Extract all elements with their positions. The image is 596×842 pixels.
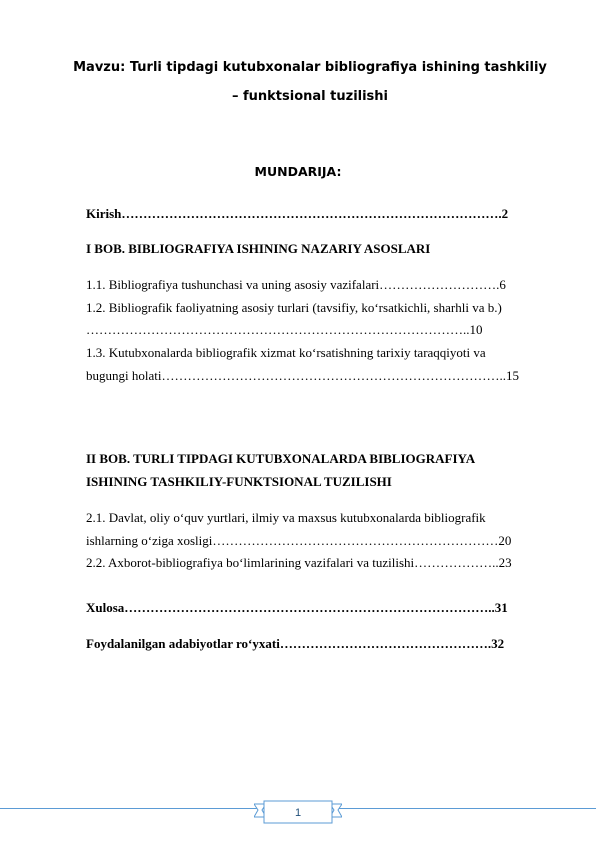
toc-entry-1-2-line-2: ……………………………………………………………………………..10 [86, 322, 483, 337]
page-number-tab [254, 800, 342, 828]
toc-entry-1-3-line-2: bugungi holati……………………………………………………………………..15 [86, 368, 519, 383]
document-title-line-1: Mavzu: Turli tipdagi kutubxonalar bibliografiya ishining tashkiliy [73, 60, 547, 75]
toc-entry-1-2-line-1: 1.2. Bibliografik faoliyatning asosiy turlari (tavsifiy, koʻrsatkichli, sharhli va b.) [86, 300, 502, 315]
toc-heading: MUNDARIJA: [254, 164, 342, 179]
toc-entry-2-2: 2.2. Axborot-bibliografiya boʻlimlarining vazifalari va tuzilishi………………..23 [86, 555, 512, 570]
toc-entry-2-1-line-1: 2.1. Davlat, oliy oʻquv yurtlari, ilmiy va maxsus kutubxonalarda bibliografik [86, 510, 486, 525]
toc-chapter-2-line-1: II BOB. TURLI TIPDAGI KUTUBXONALARDA BIBLIOGRAFIYA [86, 451, 476, 466]
toc-entry-kirish: Kirish…………………………………………………………………………….2 [86, 206, 509, 221]
toc-entry-2-1-line-2: ishlarning oʻziga xosligi…………………………………………………………20 [86, 533, 512, 548]
toc-chapter-2-line-2: ISHINING TASHKILIY-FUNKTSIONAL TUZILISHI [86, 474, 392, 489]
document-title-line-2: – funktsional tuzilishi [231, 89, 389, 104]
toc-entry-1-1: 1.1. Bibliografiya tushunchasi va uning asosiy vazifalari……………………….6 [86, 277, 506, 292]
toc-entry-adabiyotlar: Foydalanilgan adabiyotlar roʻyxati………………………………………….32 [86, 636, 505, 651]
page-number: 1 [294, 807, 302, 819]
toc-entry-1-3-line-1: 1.3. Kutubxonalarda bibliografik xizmat koʻrsatishning tarixiy taraqqiyoti va [86, 345, 486, 360]
toc-chapter-1: I BOB. BIBLIOGRAFIYA ISHINING NAZARIY ASOSLARI [86, 241, 431, 256]
toc-entry-xulosa: Xulosa…………………………………………………………………………..31 [86, 600, 508, 615]
